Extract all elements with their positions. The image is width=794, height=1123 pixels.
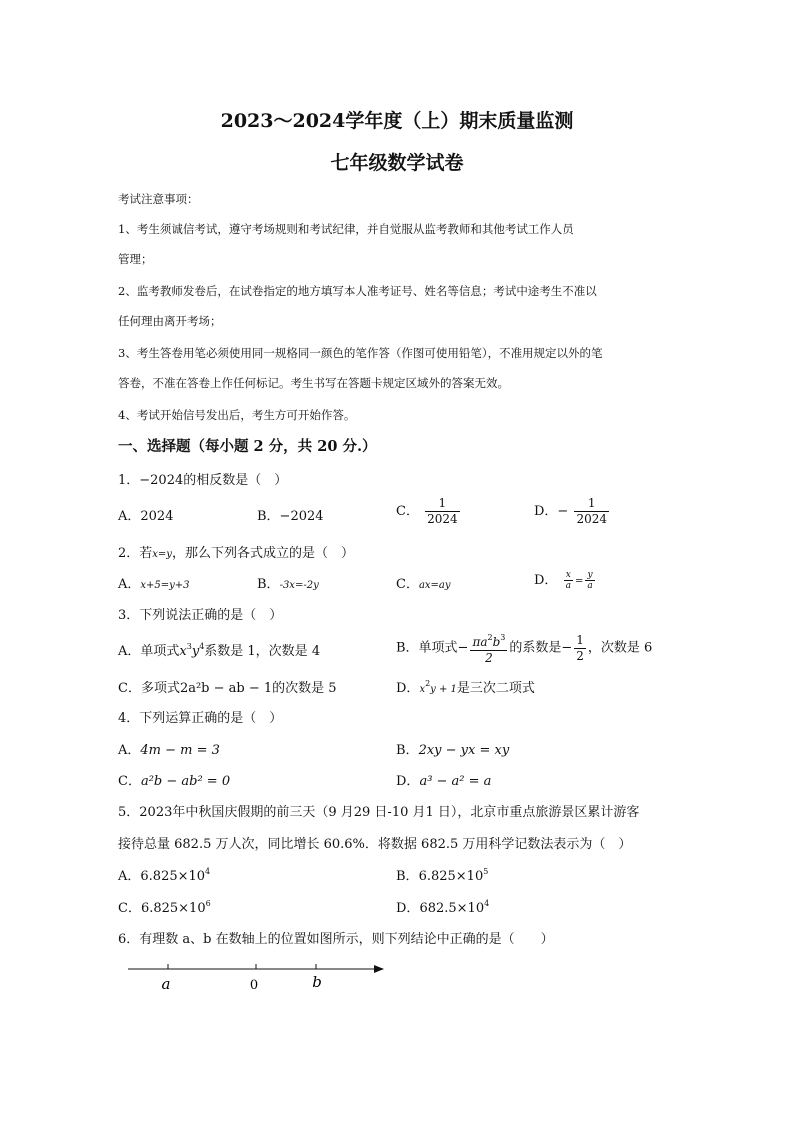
option-exponent: 4 xyxy=(484,899,490,908)
arrow-head-icon xyxy=(374,965,384,973)
option-label: C． xyxy=(118,901,141,916)
option-label: A．单项式 xyxy=(118,644,180,659)
option-math: a²b − ab² = 0 xyxy=(140,774,231,789)
option-math: 2xy − yx = xy xyxy=(418,743,510,758)
option-exponent: 5 xyxy=(483,867,489,876)
option-base: 6.825×10 xyxy=(140,901,206,916)
option-exponent: 6 xyxy=(205,899,211,908)
question-6-stem: 6．有理数 a、b 在数轴上的位置如图所示，则下列结论中正确的是（ ） xyxy=(118,932,554,947)
q2-stem-math: x=y xyxy=(152,549,172,560)
label-0: 0 xyxy=(249,978,259,993)
option-math: 4m − m = 3 xyxy=(140,743,220,758)
option-exponent: 4 xyxy=(205,867,211,876)
option-label: B． xyxy=(396,743,419,758)
notice-item-2-cont: 任何理由离开考场； xyxy=(118,314,222,328)
q5-option-c xyxy=(118,897,211,916)
notice-item-3: 3、考生答卷用笔必须使用同一规格同一颜色的笔作答（作图可使用铅笔），不准用规定以外的笔 xyxy=(118,346,603,360)
q4-option-c xyxy=(118,770,230,789)
option-math: a³ − a² = a xyxy=(419,774,492,789)
section-heading: 一、选择题（每小题 2 分，共 20 分.） xyxy=(118,438,377,455)
q4-option-a xyxy=(118,739,220,758)
option-label: D． xyxy=(396,901,420,916)
option-label: A． xyxy=(118,869,141,884)
question-1-stem: 1．−2024的相反数是（ ） xyxy=(118,473,288,488)
q2-option-d xyxy=(534,569,597,591)
option-base: 6.825×10 xyxy=(140,869,206,884)
equals-sign: = xyxy=(574,576,584,587)
question-2-stem xyxy=(118,542,354,561)
option-text: 系数是 1，次数是 4 xyxy=(204,644,321,659)
q3-option-b xyxy=(396,630,652,666)
question-3-stem: 3．下列说法正确的是（ ） xyxy=(118,608,283,623)
denominator: 2 xyxy=(485,651,493,665)
q3-option-c: C．多项式2a²b − ab − 1的次数是 5 xyxy=(118,681,337,696)
option-label: B． xyxy=(396,869,419,884)
q2-stem-prefix: 2．若 xyxy=(118,546,153,561)
option-label: A． xyxy=(118,577,141,592)
denominator: a xyxy=(587,581,593,591)
denominator: 2024 xyxy=(576,512,608,526)
numerator: $\pi a^2b^3$ xyxy=(470,630,507,651)
question-4-stem: 4．下列运算正确的是（ ） xyxy=(118,711,283,726)
numerator: 1 xyxy=(574,496,609,512)
notice-item-4: 4、考试开始信号发出后，考生方可开始作答。 xyxy=(118,408,356,422)
q3-option-d xyxy=(396,677,535,696)
option-label: D． xyxy=(534,573,558,588)
q2-option-b xyxy=(257,573,319,592)
option-math: -3x=-2y xyxy=(279,580,319,591)
option-label: C． xyxy=(396,577,419,592)
numerator: x xyxy=(564,570,573,581)
option-text: ，次数是 6 xyxy=(587,640,653,656)
question-5-stem-cont: 接待总量 682.5 万人次，同比增长 60.6%．将数据 682.5 万用科学记数法表示为（ ） xyxy=(118,837,632,852)
option-label: B． xyxy=(257,577,280,592)
numerator: y xyxy=(585,570,594,581)
q2-d-frac-1 xyxy=(564,570,573,591)
q3-a-monomial: $x^3y^4$ xyxy=(179,642,205,659)
q2-option-a xyxy=(118,573,190,592)
denominator: a xyxy=(565,581,571,591)
exam-subtitle: 七年级数学试卷 xyxy=(330,152,464,174)
label-a: a xyxy=(161,975,171,993)
q1-option-c xyxy=(396,496,462,527)
option-text: 的系数是− xyxy=(509,640,573,656)
q1-option-b: B．−2024 xyxy=(257,509,324,524)
q3-b-fraction xyxy=(470,630,507,666)
q3-b-fraction-2 xyxy=(574,633,586,664)
option-label: C． xyxy=(118,774,141,789)
option-label: A． xyxy=(118,743,141,758)
option-math: ax=ay xyxy=(418,580,451,591)
q5-option-a xyxy=(118,865,210,884)
notice-item-1: 1、考生须诚信考试，遵守考场规则和考试纪律，并自觉服从监考教师和其他考试工作人员 xyxy=(118,222,574,236)
q3-d-poly: $x^2y + 1$ xyxy=(419,679,457,695)
q1-option-d-label: D．− xyxy=(534,504,569,519)
denominator: 2 xyxy=(576,648,584,663)
q5-option-b xyxy=(396,865,488,884)
q2-stem-suffix: ，那么下列各式成立的是（ ） xyxy=(171,546,354,561)
option-label: D． xyxy=(396,774,420,789)
q4-option-b xyxy=(396,739,509,758)
option-base: 682.5×10 xyxy=(419,901,485,916)
q1-option-d-fraction xyxy=(574,496,609,527)
option-text: 是三次二项式 xyxy=(456,681,535,696)
notice-item-1-cont: 管理； xyxy=(118,252,153,266)
q1-option-c-fraction xyxy=(425,496,460,527)
option-base: 6.825×10 xyxy=(418,869,484,884)
q1-option-a: A．2024 xyxy=(118,509,174,524)
q5-option-d xyxy=(396,897,489,916)
q1-option-d xyxy=(534,496,611,527)
number-line-figure xyxy=(120,958,400,998)
q3-option-a xyxy=(118,640,320,659)
exam-title: 2023～2024学年度（上）期末质量监测 xyxy=(220,110,574,132)
option-label: B．单项式− xyxy=(396,640,469,656)
question-5-stem: 5．2023年中秋国庆假期的前三天（9 月29 日-10 月1 日），北京市重点旅游景区累计游客 xyxy=(118,805,640,820)
label-b: b xyxy=(312,973,322,991)
notice-item-2: 2、监考教师发卷后，在试卷指定的地方填写本人准考证号、姓名等信息；考试中途考生不准以 xyxy=(118,284,597,298)
q1-option-c-label: C． xyxy=(396,504,419,519)
q2-option-c xyxy=(396,573,451,592)
q4-option-d xyxy=(396,770,491,789)
option-label: D． xyxy=(396,681,420,696)
numerator: 1 xyxy=(425,496,460,512)
notice-heading: 考试注意事项： xyxy=(118,192,199,206)
q2-d-frac-2 xyxy=(585,570,594,591)
option-math: x+5=y+3 xyxy=(140,580,190,591)
notice-item-3-cont: 答卷，不准在答卷上作任何标记。考生书写在答题卡规定区域外的答案无效。 xyxy=(118,376,509,390)
numerator: 1 xyxy=(576,632,584,647)
denominator: 2024 xyxy=(427,512,458,526)
